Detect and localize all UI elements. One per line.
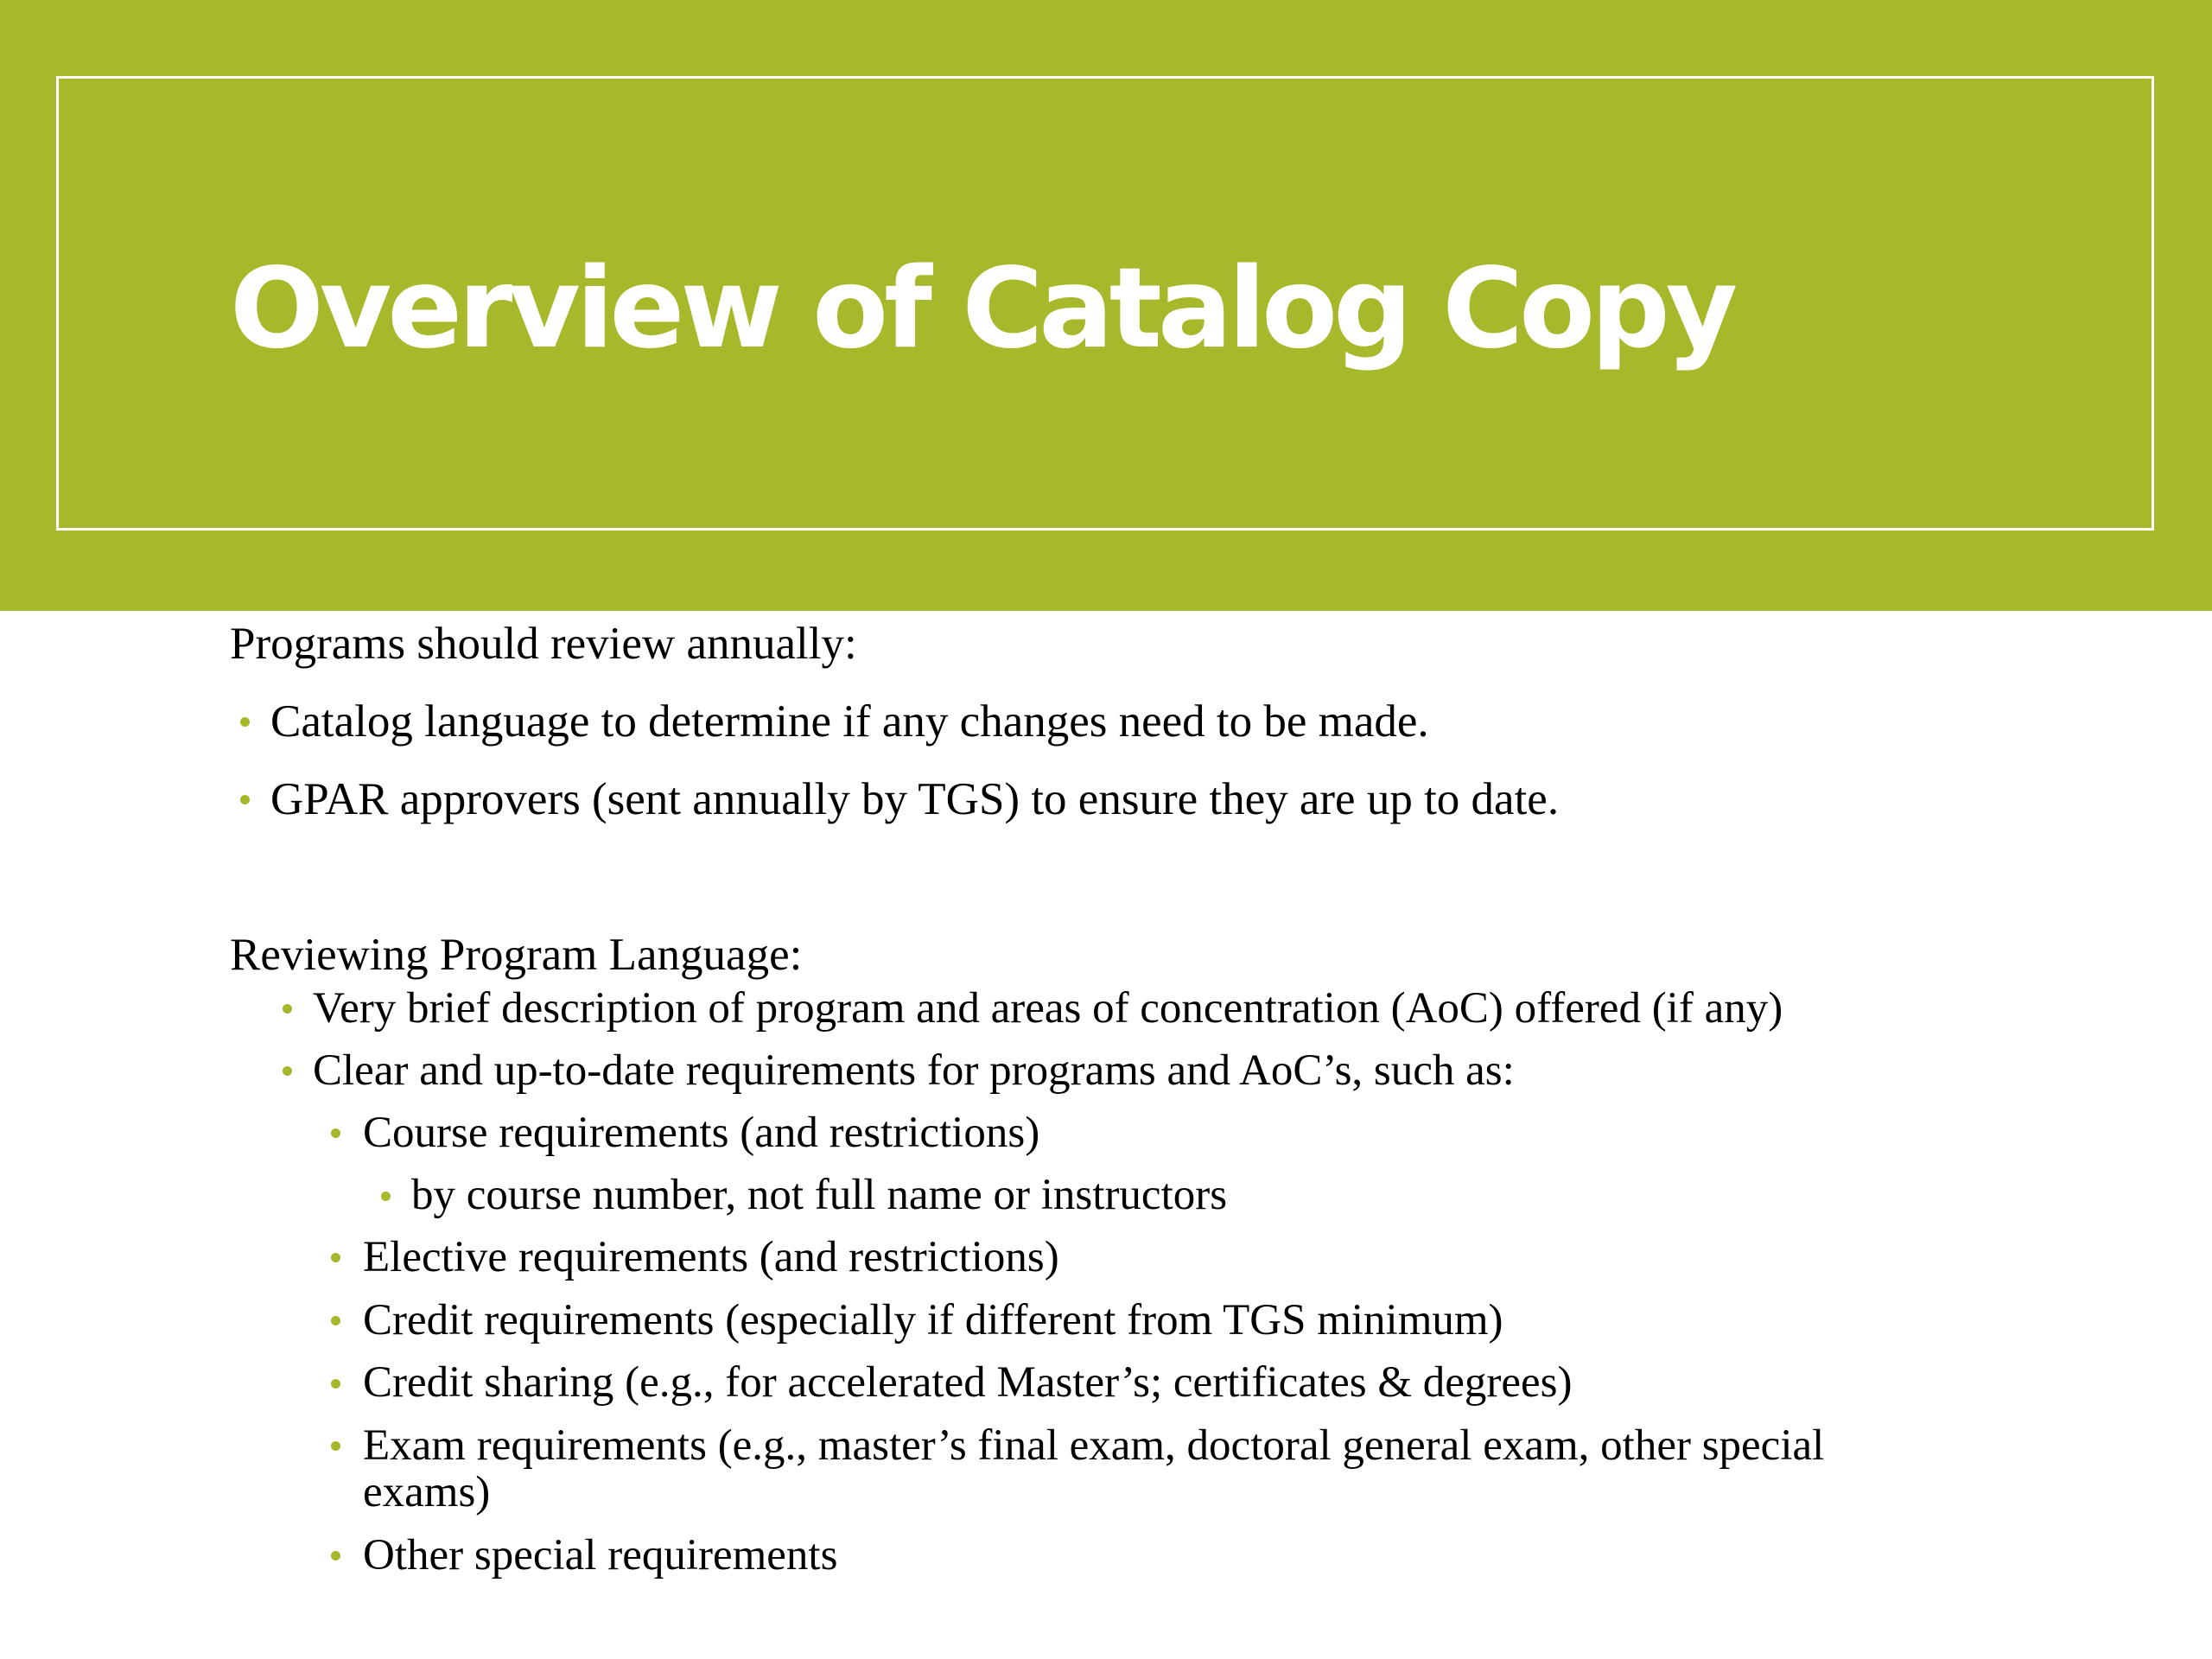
list-item-clear-requirements: Clear and up-to-date requirements for programs and AoC’s, such as: — [313, 1046, 1515, 1095]
bullet-icon — [331, 1379, 340, 1389]
bullet-icon — [283, 1004, 292, 1014]
list-item-other-requirements: Other special requirements — [363, 1531, 838, 1580]
list-item-gpar-approvers: GPAR approvers (sent annually by TGS) to ensure they are up to date. — [270, 774, 1560, 824]
list-item-credit-sharing: Credit sharing (e.g., for accelerated Master’s; certificates & degrees) — [363, 1358, 1573, 1407]
bullet-icon — [331, 1441, 340, 1451]
bullet-icon — [240, 717, 250, 727]
list-item-exam-requirements-continued: exams) — [363, 1468, 491, 1516]
list-item-program-description: Very brief description of program and areas of concentration (AoC) offered (if any) — [313, 984, 1783, 1033]
bullet-icon — [283, 1066, 292, 1076]
list-item-elective-requirements: Elective requirements (and restrictions) — [363, 1233, 1059, 1281]
bullet-icon — [240, 795, 250, 804]
list-item-course-number-note: by course number, not full name or instructors — [411, 1171, 1228, 1219]
slide-title: Overview of Catalog Copy — [230, 245, 1734, 373]
bullet-icon — [331, 1316, 340, 1325]
bullet-icon — [331, 1253, 340, 1262]
bullet-icon — [331, 1551, 340, 1560]
bullet-icon — [381, 1192, 391, 1201]
list-item-credit-requirements: Credit requirements (especially if different from TGS minimum) — [363, 1296, 1503, 1344]
section-heading-program-language: Reviewing Program Language: — [230, 930, 803, 980]
bullet-icon — [331, 1128, 340, 1138]
list-item-course-requirements: Course requirements (and restrictions) — [363, 1109, 1040, 1157]
list-item-exam-requirements: Exam requirements (e.g., master’s final exam, doctoral general exam, other special — [363, 1421, 1825, 1470]
list-item-catalog-language: Catalog language to determine if any changes need to be made. — [270, 696, 1429, 747]
section-heading-review-annually: Programs should review annually: — [230, 619, 857, 669]
